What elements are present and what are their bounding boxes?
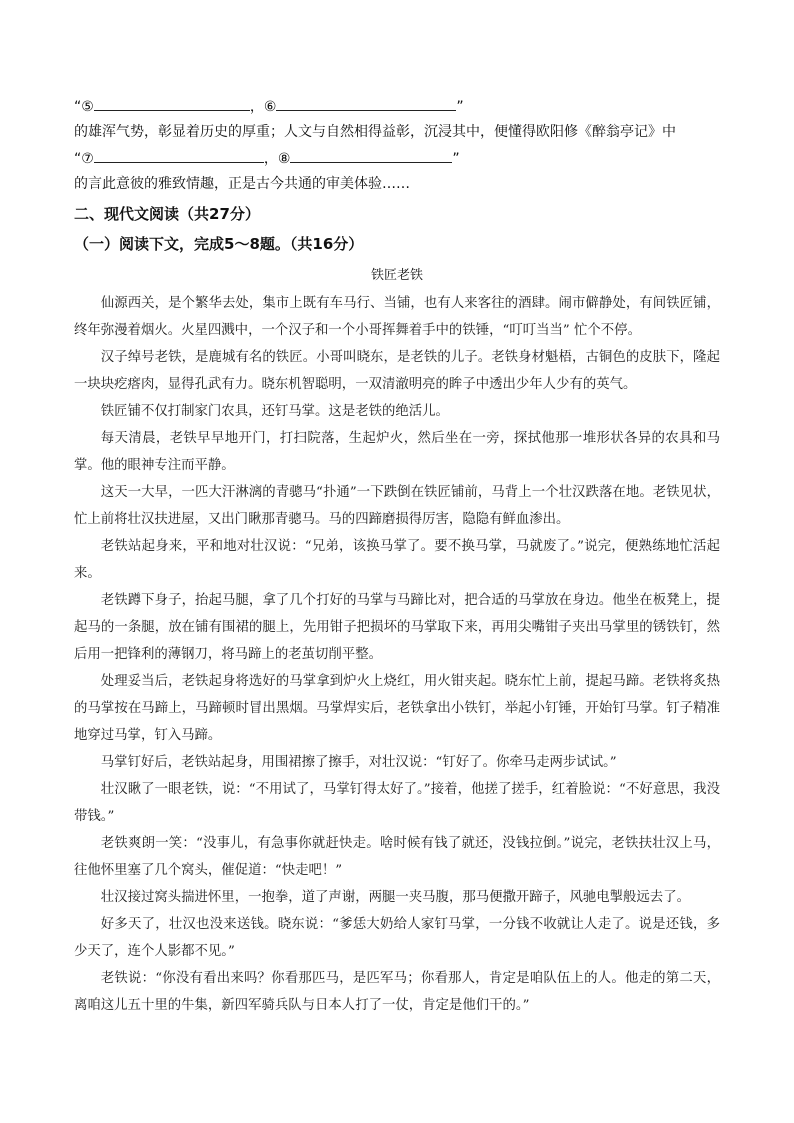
- section-heading: 二、现代文阅读（共27分）: [74, 205, 260, 223]
- story-paragraph: 这天一大早，一匹大汗淋漓的青骢马“扑通”一下跌倒在铁匠铺前，马背上一个壮汉跌落在地。老铁见状，忙上前将壮汉扶进屋，又出门瞅那青骢马。马的四蹄磨损得厉害，隐隐有鲜血渗出。: [74, 485, 720, 527]
- story-paragraph: 老铁蹲下身子，抬起马腿，拿了几个打好的马掌与马蹄比对，把合适的马掌放在身边。他坐在板凳上，提起马的一条腿，放在铺有围裙的腿上，先用钳子把损坏的马掌取下来，再用尖嘴钳子夹出马掌里的锈铁钉，然后用一把锋利的薄钢刀，将马蹄上的老茧切削平整。: [74, 593, 720, 662]
- story-paragraph: 壮汉接过窝头揣进怀里，一抱拳，道了声谢，两腿一夹马腹，那马便撒开蹄子，风驰电掣般远去了。: [100, 890, 690, 905]
- close-quote: ”: [452, 151, 460, 167]
- story-paragraph: 老铁站起身来，平和地对壮汉说：“兄弟，该换马掌了。要不换马掌，马就废了。”说完，便熟练地忙活起来。: [74, 539, 720, 581]
- blank-7-label: ⑦: [81, 151, 94, 167]
- section-subheading: （一）阅读下文，完成5～8题。（共16分）: [74, 235, 364, 253]
- fill-in-line-4: 的言此意彼的雅致情趣，正是古今共通的审美体验……: [74, 176, 410, 192]
- close-quote: ”: [456, 99, 464, 115]
- story-body: [74, 290, 720, 1019]
- blank-5[interactable]: [94, 96, 250, 111]
- story-paragraph: 马掌钉好后，老铁站起身，用围裙擦了擦手，对壮汉说：“钉好了。你牵马走两步试试。”: [100, 755, 617, 770]
- blank-8[interactable]: [290, 148, 452, 163]
- story-paragraph: 壮汉瞅了一眼老铁，说：“不用试了，马掌钉得太好了。”接着，他搓了搓手，红着脸说：“不好意思，我没带钱。”: [74, 782, 720, 824]
- story-paragraph: 汉子绰号老铁，是鹿城有名的铁匠。小哥叫晓东，是老铁的儿子。老铁身材魁梧，古铜色的皮肤下，隆起一块块疙瘩肉，显得孔武有力。晓东机智聪明，一双清澈明亮的眸子中透出少年人少有的英气。: [74, 350, 720, 392]
- blank-6[interactable]: [276, 96, 456, 111]
- story-paragraph: 每天清晨，老铁早早地开门，打扫院落，生起炉火，然后坐在一旁，探拭他那一堆形状各异的农具和马掌。他的眼神专注而平静。: [74, 431, 720, 473]
- blank-7[interactable]: [94, 148, 264, 163]
- story-paragraph: 铁匠铺不仅打制家门农具，还钉马掌。这是老铁的绝活儿。: [100, 404, 449, 419]
- blank-5-label: ⑤: [81, 99, 94, 115]
- blank-8-label: ⑧: [277, 151, 291, 167]
- fill-in-line-2: 的雄浑气势，彰显着历史的厚重；人文与自然相得益彰，沉浸其中，便懂得欧阳修《醉翁亭记》中: [74, 124, 676, 140]
- story-paragraph: 仙源西关，是个繁华去处，集市上既有车马行、当铺，也有人来客往的酒肆。闹市僻静处，有间铁匠铺，终年弥漫着烟火。火星四溅中，一个汉子和一个小哥挥舞着手中的铁锤，“叮叮当当” 忙个不停。: [74, 296, 720, 338]
- fill-in-line-1: [74, 96, 464, 117]
- story-title: 铁匠老铁: [370, 268, 423, 283]
- story-paragraph: 好多天了，壮汉也没来送钱。晓东说：“爹恁大奶给人家钉马掌，一分钱不收就让人走了。说是还钱，多少天了，连个人影都不见。”: [74, 917, 720, 959]
- story-paragraph: 老铁说：“你没有看出来吗？你看那匹马，是匹军马；你看那人，肯定是咱队伍上的人。他走的第二天，离咱这儿五十里的牛集，新四军骑兵队与日本人打了一仗，肯定是他们干的。”: [74, 971, 720, 1013]
- separator-comma: ，: [249, 99, 264, 115]
- blank-6-label: ⑥: [263, 99, 277, 115]
- open-quote: “: [74, 99, 82, 115]
- fill-in-line-3: [74, 148, 460, 169]
- story-paragraph: 处理妥当后，老铁起身将选好的马掌拿到炉火上烧红，用火钳夹起。晓东忙上前，提起马蹄。老铁将炙热的马掌按在马蹄上，马蹄顿时冒出黑烟。马掌焊实后，老铁拿出小铁钉，举起小钉锤，开始钉马掌。钉子精准地穿过马掌，钉入马蹄。: [74, 674, 720, 743]
- story-paragraph: 老铁爽朗一笑：“没事儿，有急事你就赶快走。啥时候有钱了就还，没钱拉倒。”说完，老铁扶壮汉上马，往他怀里塞了几个窝头，催促道：“快走吧！”: [74, 836, 720, 878]
- separator-comma: ，: [263, 151, 278, 167]
- open-quote: “: [74, 151, 82, 167]
